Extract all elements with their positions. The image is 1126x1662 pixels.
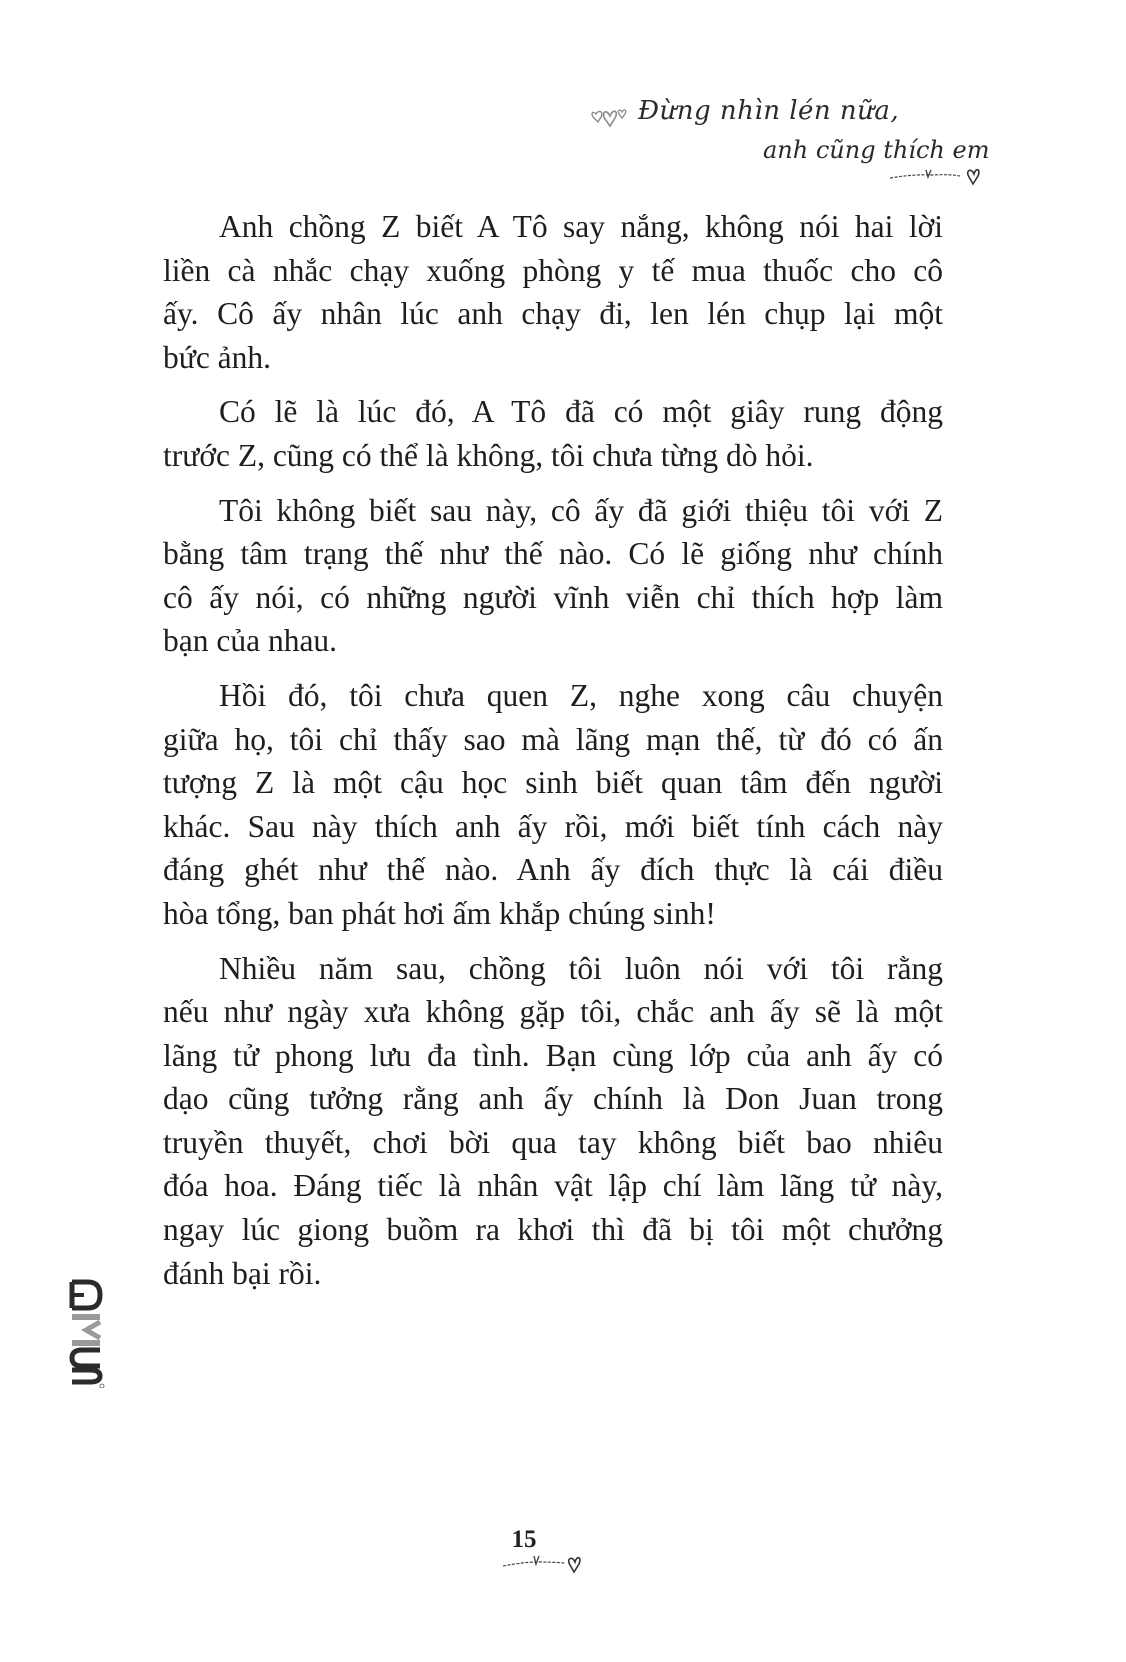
paragraph-5 <box>163 947 943 1296</box>
text-line: nếu như ngày xưa không gặp tôi, chắc anh ấy sẽ là một <box>163 994 943 1030</box>
text-line: đáng ghét như thế nào. Anh ấy đích thực là cái điều <box>163 852 943 888</box>
text-line: liền cà nhắc chạy xuống phòng y tế mua thuốc cho cô <box>163 252 943 288</box>
running-header <box>580 92 1000 182</box>
text-line: tượng Z là một cậu học sinh biết quan tâm đến người <box>163 765 943 801</box>
text-line: lãng tử phong lưu đa tình. Bạn cùng lớp của anh ấy có <box>163 1037 943 1073</box>
page-number: 15 <box>511 1526 537 1553</box>
flourish-heart-icon <box>503 1552 583 1580</box>
paragraph-2 <box>163 390 943 477</box>
text-line: bằng tâm trạng thế như thế nào. Có lẽ giống như chính <box>163 536 943 572</box>
hearts-icon <box>590 104 634 130</box>
header-title-line-1: Đừng nhìn lén nữa, <box>638 96 900 126</box>
text-line: bức ảnh. <box>163 339 272 375</box>
paragraph-3 <box>163 489 943 663</box>
text-line: dạo cũng tưởng rằng anh ấy chính là Don Juan trong <box>163 1081 943 1117</box>
text-line: ấy. Cô ấy nhân lúc anh chạy đi, len lén chụp lại một <box>163 296 943 332</box>
text-line: đánh bại rồi. <box>163 1255 322 1291</box>
text-line: truyền thuyết, chơi bời qua tay không biết bao nhiêu <box>163 1124 943 1160</box>
flourish-heart-icon <box>890 162 1000 190</box>
header-title-line-2: anh cũng thích em <box>763 136 990 164</box>
text-line: khác. Sau này thích anh ấy rồi, mới biết tính cách này <box>163 808 943 844</box>
text-line: Hồi đó, tôi chưa quen Z, nghe xong câu chuyện <box>219 677 943 713</box>
paragraph-4 <box>163 674 943 936</box>
publisher-logo-icon <box>66 1278 106 1388</box>
paragraph-1 <box>163 205 943 379</box>
text-line: Có lẽ là lúc đó, A Tô đã có một giây rung động <box>219 394 943 430</box>
text-line: cô ấy nói, có những người vĩnh viễn chỉ thích hợp làm <box>163 579 943 615</box>
text-line: giữa họ, tôi chỉ thấy sao mà lãng mạn thế, từ đó có ấn <box>163 721 943 757</box>
text-line: hòa tổng, ban phát hơi ấm khắp chúng sinh! <box>163 895 716 931</box>
text-line: đóa hoa. Đáng tiếc là nhân vật lập chí làm lãng tử này, <box>163 1168 943 1204</box>
chapter-body <box>163 205 943 1306</box>
text-line: trước Z, cũng có thể là không, tôi chưa từng dò hỏi. <box>163 437 814 473</box>
text-line: Anh chồng Z biết A Tô say nắng, không nói hai lời <box>219 209 943 244</box>
text-line: bạn của nhau. <box>163 623 338 659</box>
text-line: ngay lúc giong buồm ra khơi thì đã bị tôi một chưởng <box>163 1212 943 1248</box>
text-line: Tôi không biết sau này, cô ấy đã giới thiệu tôi với Z <box>219 492 943 528</box>
text-line: Nhiều năm sau, chồng tôi luôn nói với tôi rằng <box>219 950 943 986</box>
